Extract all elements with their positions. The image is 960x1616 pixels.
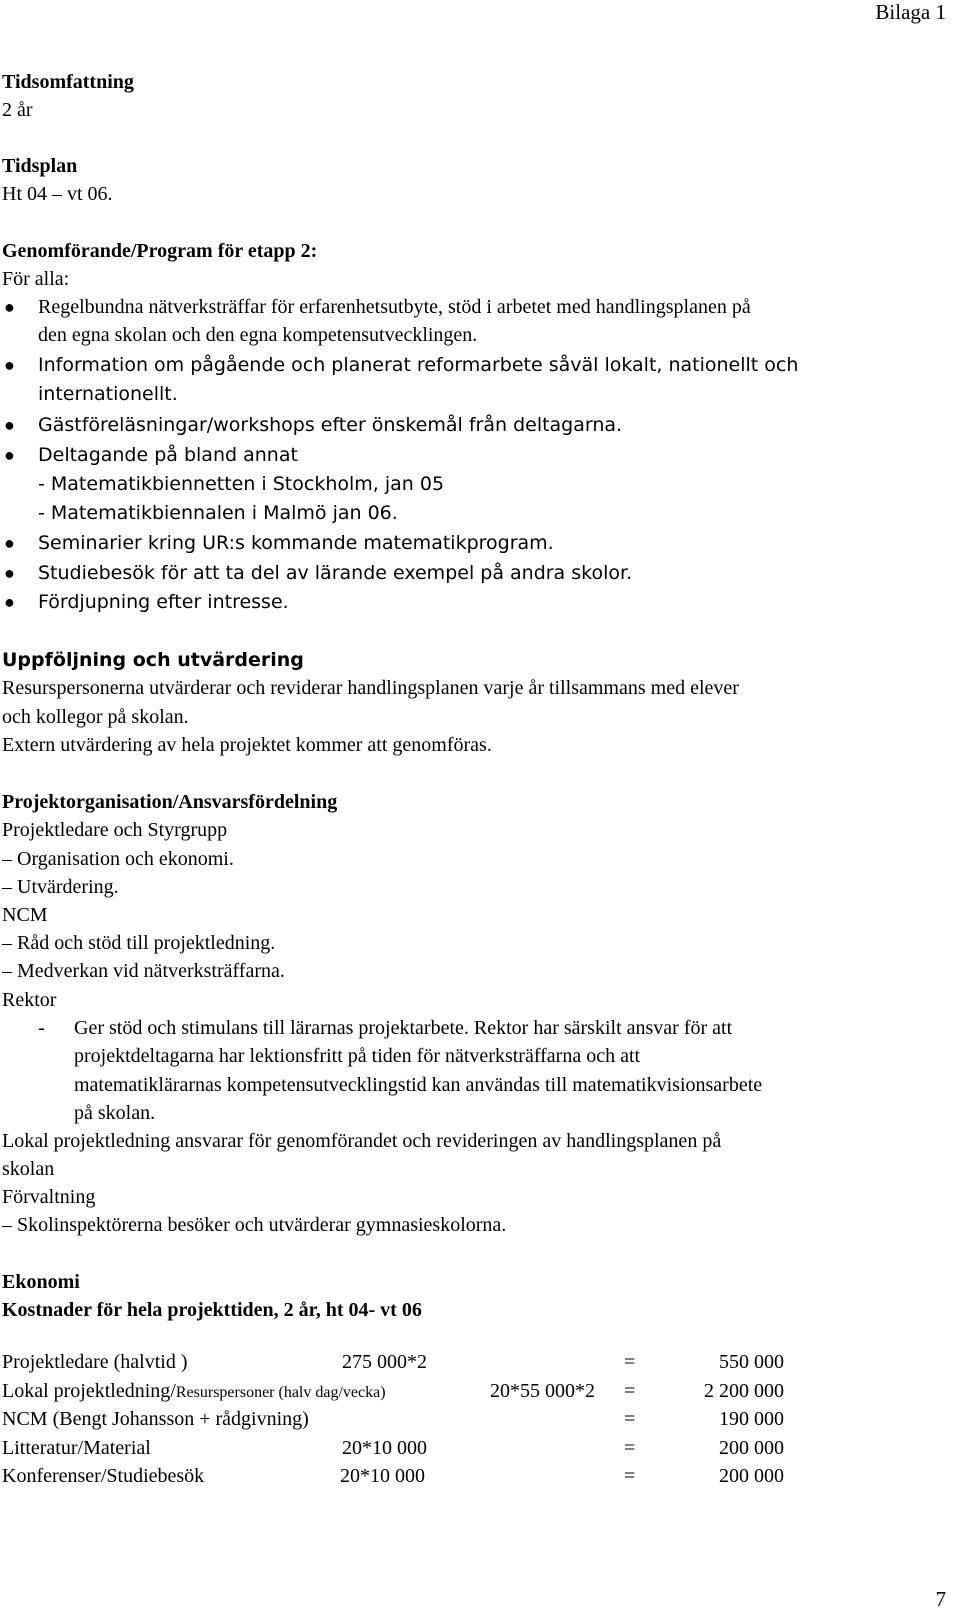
rektor-title: Rektor <box>2 989 57 1011</box>
rektor-line-4: på skolan. <box>74 1102 156 1124</box>
pl-title: Projektledare och Styrgrupp <box>2 819 228 841</box>
cost-amount: 190 000 <box>719 1408 784 1430</box>
schedule-value: Ht 04 – vt 06. <box>2 183 113 205</box>
organisation-heading: Projektorganisation/Ansvarsfördelning <box>2 791 338 813</box>
rektor-line-3: matematiklärarnas kompetensutvecklingstid kan användas till matematikvisionsarbete <box>74 1074 763 1096</box>
cost-label <box>2 1377 386 1408</box>
cost-label: Projektledare (halvtid ) <box>2 1351 188 1373</box>
cost-row <box>2 1405 802 1433</box>
ncm-title: NCM <box>2 904 48 926</box>
cost-label: Litteratur/Material <box>2 1437 151 1459</box>
bullet-icon: ● <box>4 445 15 465</box>
cost-row <box>2 1462 802 1490</box>
program-bullet-2-line-2: internationellt. <box>38 383 178 405</box>
economy-heading: Ekonomi <box>2 1271 80 1293</box>
cost-amount: 200 000 <box>719 1465 784 1487</box>
followup-line-2: och kollegor på skolan. <box>2 706 189 728</box>
bullet-icon: ● <box>4 297 15 317</box>
admin-item: – Skolinspektörerna besöker och utvärderar gymnasieskolorna. <box>2 1214 507 1236</box>
cost-calc: 20*10 000 <box>340 1465 425 1487</box>
pl-item-1: – Organisation och ekonomi. <box>2 848 234 870</box>
cost-equals: = <box>624 1465 636 1487</box>
cost-amount: 550 000 <box>719 1351 784 1373</box>
program-bullet-1-line-2: den egna skolan och den egna kompetensutvecklingen. <box>38 324 478 346</box>
cost-label-main: Lokal projektledning/ <box>2 1380 176 1402</box>
cost-equals: = <box>624 1351 636 1373</box>
cost-label: Konferenser/Studiebesök <box>2 1465 205 1487</box>
program-bullet-4: Deltagande på bland annat <box>38 444 298 466</box>
cost-equals: = <box>624 1437 636 1459</box>
program-bullet-3: Gästföreläsningar/workshops efter önskemål från deltagarna. <box>38 414 623 436</box>
program-bullet-4-sub-2: - Matematikbiennalen i Malmö jan 06. <box>38 502 398 524</box>
program-bullet-5: Seminarier kring UR:s kommande matematikprogram. <box>38 532 554 554</box>
program-bullet-4-sub-1: - Matematikbiennetten i Stockholm, jan 05 <box>38 473 445 495</box>
economy-subheading: Kostnader för hela projekttiden, 2 år, ht 04- vt 06 <box>2 1299 422 1321</box>
program-bullet-1-line-1: Regelbundna nätverksträffar för erfarenhetsutbyte, stöd i arbetet med handlingsplanen på <box>38 296 751 318</box>
local-line-1: Lokal projektledning ansvarar för genomförandet och revideringen av handlingsplanen på <box>2 1130 722 1152</box>
ncm-item-1: – Råd och stöd till projektledning. <box>2 932 276 954</box>
bullet-icon: ● <box>4 415 15 435</box>
cost-calc: 20*10 000 <box>342 1437 427 1459</box>
scope-heading: Tidsomfattning <box>2 71 134 93</box>
cost-label: NCM (Bengt Johansson + rådgivning) <box>2 1408 309 1430</box>
ncm-item-2: – Medverkan vid nätverksträffarna. <box>2 960 285 982</box>
program-bullet-7: Fördjupning efter intresse. <box>38 591 289 613</box>
program-bullet-6: Studiebesök för att ta del av lärande exempel på andra skolor. <box>38 562 633 584</box>
bullet-icon: ● <box>4 592 15 612</box>
cost-calc: 275 000*2 <box>342 1351 427 1373</box>
cost-equals: = <box>624 1380 636 1402</box>
cost-calc: 20*55 000*2 <box>490 1380 595 1402</box>
rektor-line-1: Ger stöd och stimulans till lärarnas projektarbete. Rektor har särskilt ansvar för att <box>74 1017 733 1039</box>
followup-line-1: Resurspersonerna utvärderar och reviderar handlingsplanen varje år tillsammans med elever <box>2 677 739 699</box>
local-line-2: skolan <box>2 1158 55 1180</box>
program-bullet-2-line-1: Information om pågående och planerat reformarbete såväl lokalt, nationellt och <box>38 354 799 376</box>
bullet-icon: ● <box>4 533 15 553</box>
bullet-icon: ● <box>4 563 15 583</box>
bullet-icon: ● <box>4 355 15 375</box>
annex-label: Bilaga 1 <box>875 0 946 24</box>
program-heading: Genomförande/Program för etapp 2: <box>2 240 318 262</box>
pl-item-2: – Utvärdering. <box>2 876 119 898</box>
cost-amount: 2 200 000 <box>704 1380 784 1402</box>
rektor-line-2: projektdeltagarna har lektionsfritt på tiden för nätverksträffarna och att <box>74 1045 641 1067</box>
followup-heading: Uppföljning och utvärdering <box>2 649 304 671</box>
cost-row <box>2 1348 802 1376</box>
followup-line-3: Extern utvärdering av hela projektet kommer att genomföras. <box>2 734 492 756</box>
program-intro: För alla: <box>2 268 70 290</box>
scope-value: 2 år <box>2 99 33 121</box>
rektor-dash: - <box>38 1017 45 1039</box>
schedule-heading: Tidsplan <box>2 155 78 177</box>
cost-label-small: Resurspersoner (halv dag/vecka) <box>175 1384 386 1401</box>
cost-amount: 200 000 <box>719 1437 784 1459</box>
admin-title: Förvaltning <box>2 1186 96 1208</box>
page-number: 7 <box>935 1587 946 1611</box>
cost-row <box>2 1434 802 1462</box>
cost-equals: = <box>624 1408 636 1430</box>
cost-row <box>2 1377 802 1405</box>
